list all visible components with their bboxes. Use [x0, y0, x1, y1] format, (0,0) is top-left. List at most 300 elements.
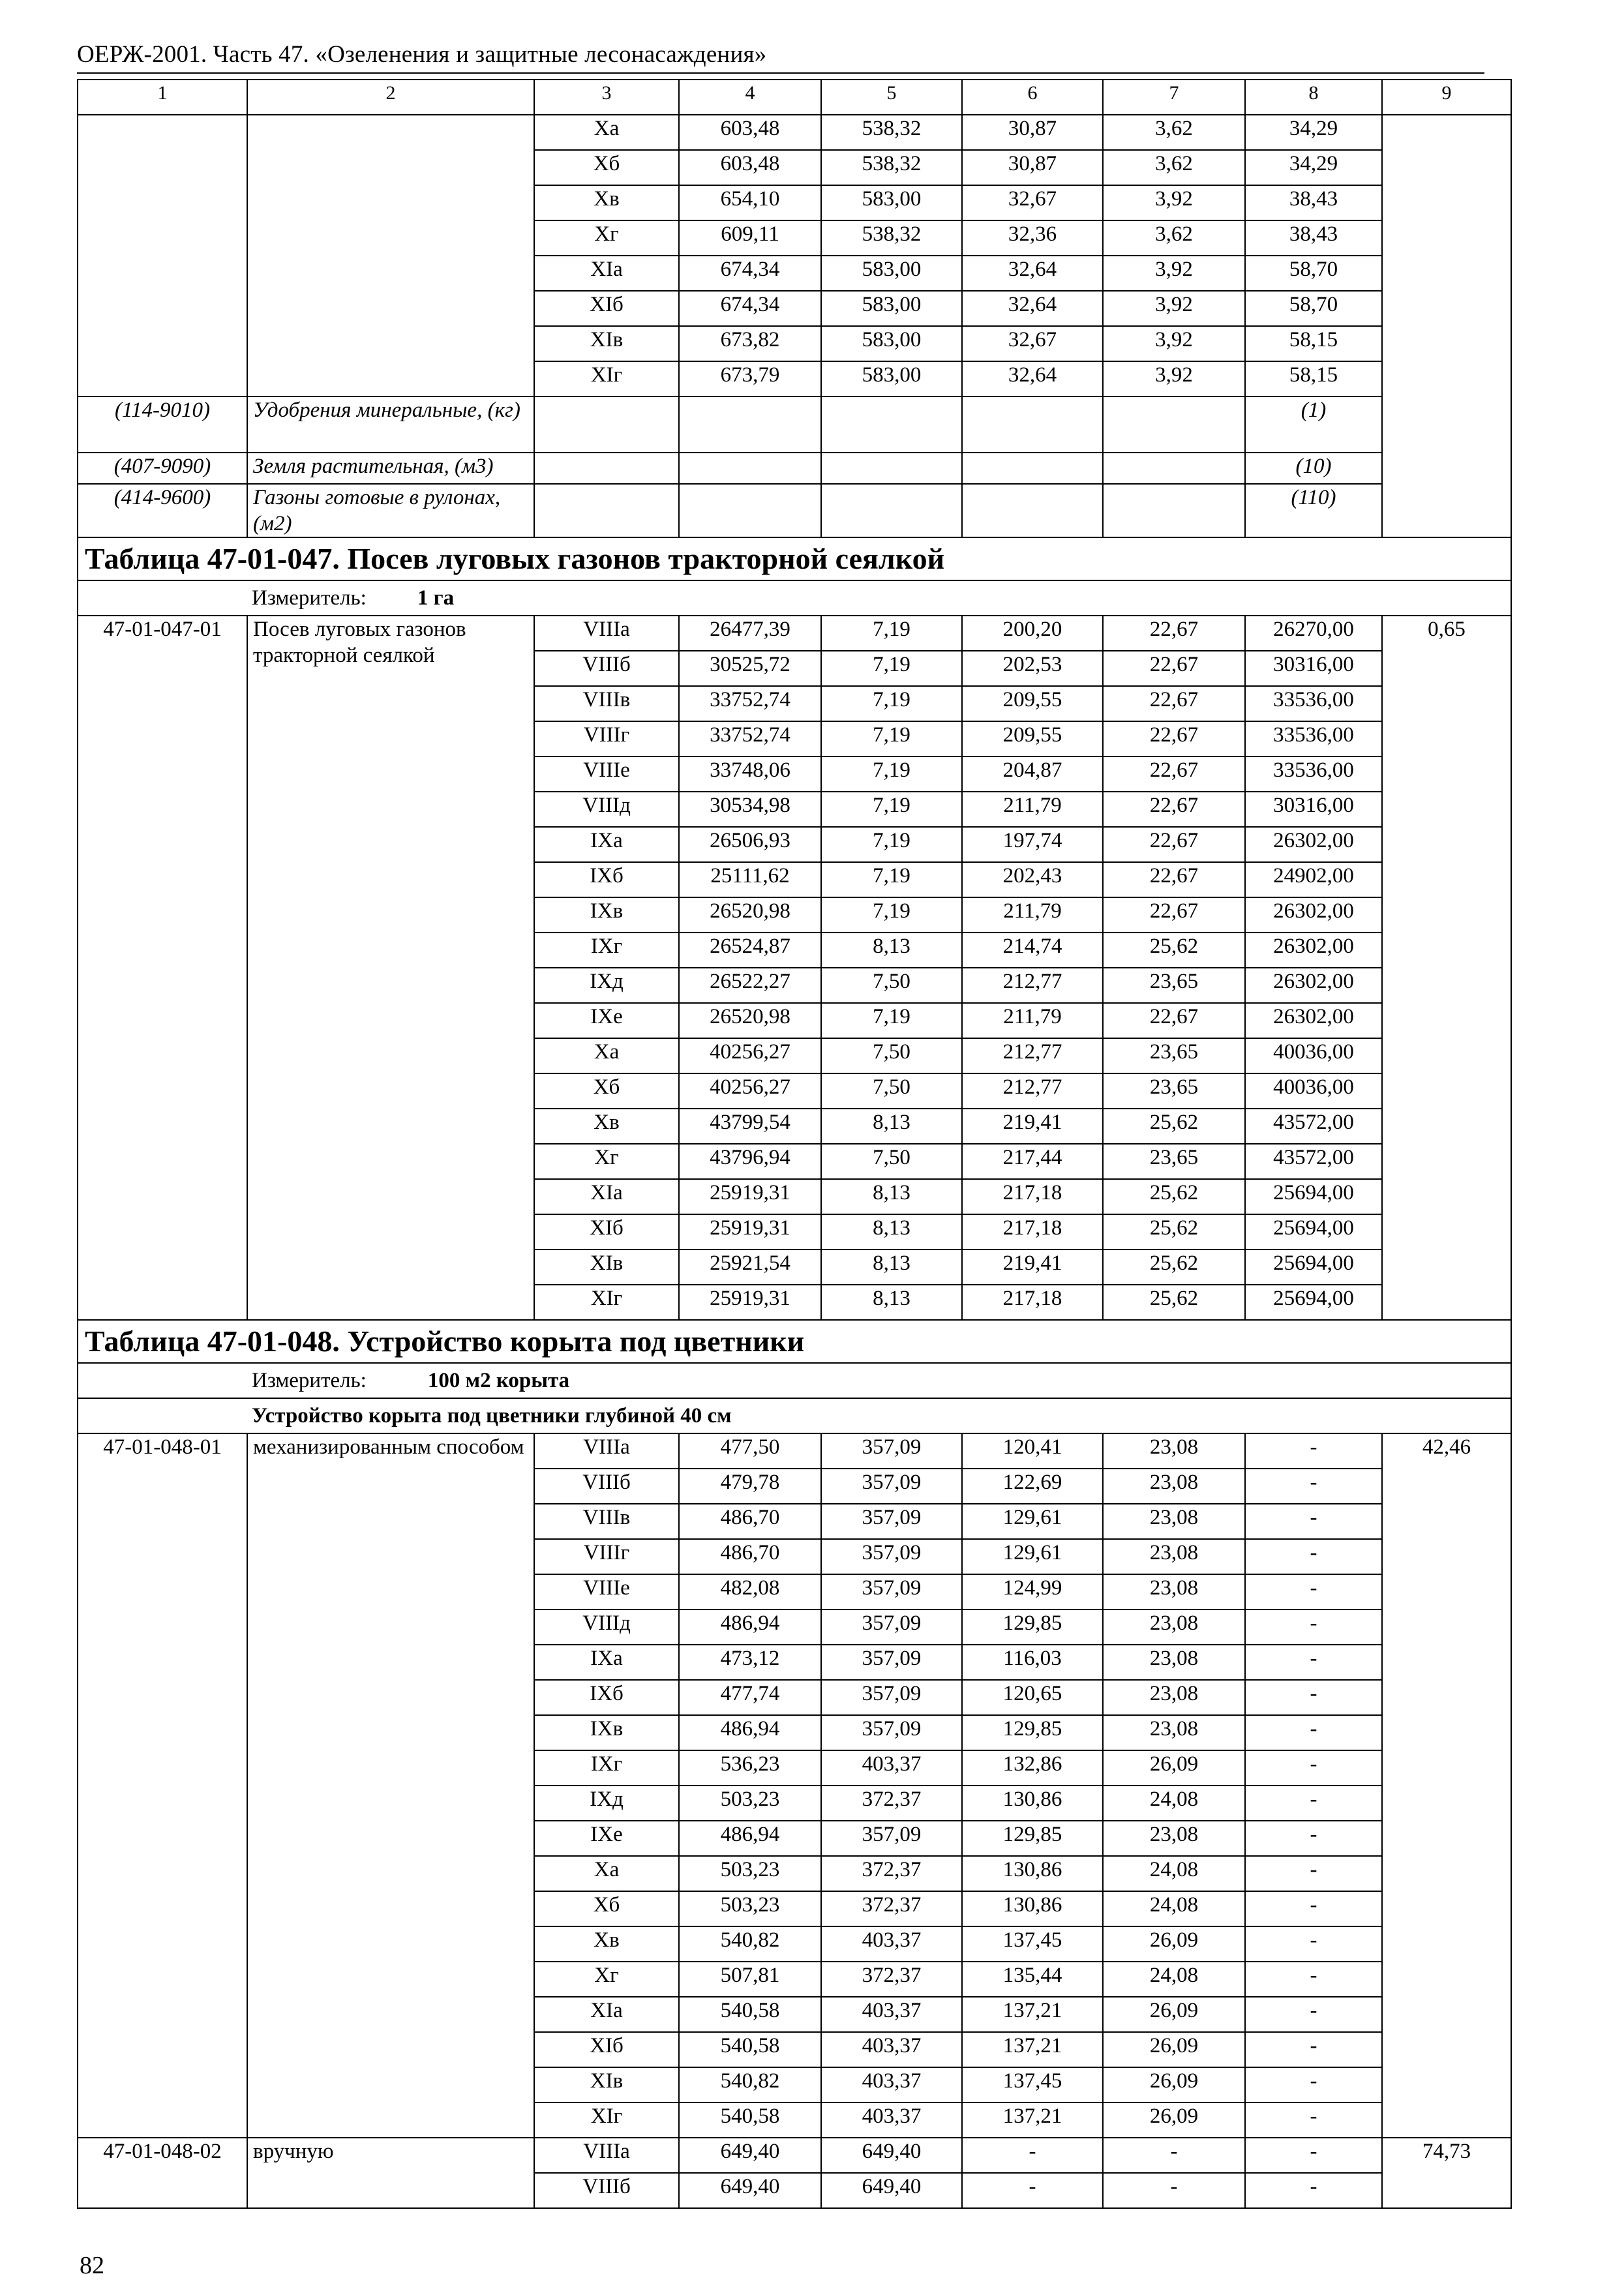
col4-cell: 25919,31 [679, 1179, 821, 1214]
col8-cell: 58,70 [1245, 256, 1382, 291]
unit-row [78, 1363, 1511, 1398]
empty-cell [821, 484, 962, 537]
col8-cell: 26302,00 [1245, 933, 1382, 968]
col6-cell: 129,61 [962, 1504, 1103, 1539]
col6-cell: 129,61 [962, 1539, 1103, 1574]
col6-cell: 130,86 [962, 1856, 1103, 1891]
col8-cell: 34,29 [1245, 115, 1382, 150]
col4-cell: 649,40 [679, 2173, 821, 2208]
col4-cell: 25919,31 [679, 1214, 821, 1249]
code-cell [78, 115, 247, 396]
col7-cell: 26,09 [1103, 2102, 1245, 2138]
col5-cell: 7,19 [821, 651, 962, 686]
col7-cell: 3,62 [1103, 220, 1245, 256]
col6-cell: 130,86 [962, 1786, 1103, 1821]
zone-cell: Xв [534, 185, 679, 220]
col4-cell: 540,58 [679, 2032, 821, 2067]
col4-cell: 40256,27 [679, 1073, 821, 1109]
zone-cell: IXв [534, 897, 679, 933]
empty-cell [534, 396, 679, 453]
col6-cell: 200,20 [962, 616, 1103, 651]
col9-cell: 0,65 [1382, 616, 1511, 1320]
col4-cell: 43796,94 [679, 1144, 821, 1179]
col6-cell: - [962, 2138, 1103, 2173]
col5-cell: 583,00 [821, 291, 962, 326]
col4-cell: 503,23 [679, 1891, 821, 1926]
col5-cell: 8,13 [821, 933, 962, 968]
col5-cell: 357,09 [821, 1469, 962, 1504]
empty-cell [1103, 453, 1245, 484]
zone-cell: VIIIг [534, 721, 679, 756]
zone-cell: XIб [534, 2032, 679, 2067]
col4-cell: 30534,98 [679, 792, 821, 827]
col6-cell: 202,43 [962, 862, 1103, 897]
col4-cell: 486,70 [679, 1539, 821, 1574]
col7-cell: 22,67 [1103, 721, 1245, 756]
col5-cell: 7,19 [821, 862, 962, 897]
zone-cell: XIа [534, 256, 679, 291]
empty-cell [962, 484, 1103, 537]
zone-cell: VIIIа [534, 1433, 679, 1469]
col6-cell: 197,74 [962, 827, 1103, 862]
col6-cell: 32,36 [962, 220, 1103, 256]
col8-cell: - [1245, 1469, 1382, 1504]
col8-cell: 38,43 [1245, 185, 1382, 220]
zone-cell: VIIIд [534, 792, 679, 827]
empty-cell [534, 453, 679, 484]
col4-cell: 26506,93 [679, 827, 821, 862]
name-cell: механизированным способом [247, 1433, 534, 2138]
col8-cell: - [1245, 2102, 1382, 2138]
col4-cell: 540,58 [679, 2102, 821, 2138]
zone-cell: IXе [534, 1821, 679, 1856]
col4-cell: 33748,06 [679, 756, 821, 792]
col6-cell: 212,77 [962, 1073, 1103, 1109]
column-number: 8 [1245, 80, 1382, 115]
col6-cell: 202,53 [962, 651, 1103, 686]
material-name: Удобрения минеральные, (кг) [247, 396, 534, 453]
unit-value: 100 м2 корыта [427, 1369, 570, 1392]
empty-cell [1103, 396, 1245, 453]
empty-cell [679, 484, 821, 537]
zone-cell: VIIIв [534, 1504, 679, 1539]
column-number: 5 [821, 80, 962, 115]
col7-cell: 23,08 [1103, 1645, 1245, 1680]
col8-cell: - [1245, 1962, 1382, 1997]
col4-cell: 507,81 [679, 1962, 821, 1997]
col7-cell: 25,62 [1103, 933, 1245, 968]
col7-cell: 23,08 [1103, 1609, 1245, 1645]
col4-cell: 479,78 [679, 1469, 821, 1504]
col6-cell: 217,18 [962, 1285, 1103, 1320]
zone-cell: Xг [534, 220, 679, 256]
col4-cell: 540,82 [679, 2067, 821, 2102]
col4-cell: 26520,98 [679, 1003, 821, 1038]
col5-cell: 583,00 [821, 326, 962, 361]
col7-cell: 26,09 [1103, 1997, 1245, 2032]
zone-cell: IXг [534, 1750, 679, 1786]
col7-cell: 22,67 [1103, 616, 1245, 651]
unit-value: 1 га [417, 586, 455, 610]
col4-cell: 486,94 [679, 1715, 821, 1750]
col7-cell: 25,62 [1103, 1249, 1245, 1285]
zone-cell: XIб [534, 1214, 679, 1249]
col4-cell: 30525,72 [679, 651, 821, 686]
col8-cell: 25694,00 [1245, 1249, 1382, 1285]
col9-cell: 42,46 [1382, 1433, 1511, 2138]
col4-cell: 486,70 [679, 1504, 821, 1539]
col8-cell: 33536,00 [1245, 686, 1382, 721]
table-row [78, 616, 1511, 651]
subheading-row [78, 1398, 1511, 1433]
col5-cell: 7,19 [821, 721, 962, 756]
col4-cell: 26522,27 [679, 968, 821, 1003]
unit-cell [78, 580, 1511, 616]
col7-cell: 25,62 [1103, 1179, 1245, 1214]
col6-cell: 129,85 [962, 1715, 1103, 1750]
column-number: 9 [1382, 80, 1511, 115]
empty-cell [679, 453, 821, 484]
table-row [78, 2138, 1511, 2173]
col7-cell: 23,08 [1103, 1821, 1245, 1856]
col5-cell: 372,37 [821, 1786, 962, 1821]
header-rule [77, 72, 1484, 74]
col5-cell: 8,13 [821, 1249, 962, 1285]
zone-cell: XIв [534, 326, 679, 361]
col4-cell: 674,34 [679, 291, 821, 326]
unit-cell [78, 1363, 1511, 1398]
page-number: 82 [80, 2252, 104, 2279]
zone-cell: VIIIд [534, 1609, 679, 1645]
column-number: 1 [78, 80, 247, 115]
zone-cell: Xв [534, 1109, 679, 1144]
col8-cell: - [1245, 1750, 1382, 1786]
zone-cell: XIб [534, 291, 679, 326]
zone-cell: IXв [534, 1715, 679, 1750]
col6-cell: 209,55 [962, 686, 1103, 721]
col5-cell: 583,00 [821, 361, 962, 396]
col5-cell: 649,40 [821, 2138, 962, 2173]
col5-cell: 583,00 [821, 256, 962, 291]
empty-cell [962, 396, 1103, 453]
col4-cell: 654,10 [679, 185, 821, 220]
col7-cell: - [1103, 2173, 1245, 2208]
col4-cell: 482,08 [679, 1574, 821, 1609]
col4-cell: 26477,39 [679, 616, 821, 651]
col8-cell: - [1245, 1609, 1382, 1645]
col4-cell: 40256,27 [679, 1038, 821, 1073]
col6-cell: 219,41 [962, 1249, 1103, 1285]
col6-cell: 129,85 [962, 1821, 1103, 1856]
column-number: 3 [534, 80, 679, 115]
table-title: Таблица 47-01-047. Посев луговых газонов тракторной сеялкой [78, 537, 1511, 580]
col8-cell: 26302,00 [1245, 1003, 1382, 1038]
col5-cell: 7,19 [821, 827, 962, 862]
col6-cell: 212,77 [962, 968, 1103, 1003]
col8-cell: 40036,00 [1245, 1073, 1382, 1109]
column-number: 7 [1103, 80, 1245, 115]
col5-cell: 403,37 [821, 2067, 962, 2102]
col6-cell: 32,67 [962, 326, 1103, 361]
col4-cell: 25919,31 [679, 1285, 821, 1320]
col8-cell: 26302,00 [1245, 897, 1382, 933]
col6-cell: 211,79 [962, 1003, 1103, 1038]
col8-cell: - [1245, 1433, 1382, 1469]
col5-cell: 7,19 [821, 756, 962, 792]
col9-cell: 74,73 [1382, 2138, 1511, 2208]
col8-cell: 40036,00 [1245, 1038, 1382, 1073]
zone-cell: XIг [534, 361, 679, 396]
col5-cell: 538,32 [821, 150, 962, 185]
col5-cell: 7,19 [821, 686, 962, 721]
zone-cell: IXб [534, 862, 679, 897]
material-value: (10) [1245, 453, 1382, 484]
col8-cell: - [1245, 1504, 1382, 1539]
col5-cell: 403,37 [821, 2102, 962, 2138]
zone-cell: IXа [534, 1645, 679, 1680]
col4-cell: 33752,74 [679, 686, 821, 721]
col8-cell: 24902,00 [1245, 862, 1382, 897]
empty-cell [821, 396, 962, 453]
subheading-cell [78, 1398, 1511, 1433]
col8-cell: - [1245, 2173, 1382, 2208]
col6-cell: 137,21 [962, 2032, 1103, 2067]
col7-cell: 23,08 [1103, 1539, 1245, 1574]
col8-cell: 34,29 [1245, 150, 1382, 185]
col5-cell: 357,09 [821, 1539, 962, 1574]
col5-cell: 7,50 [821, 1073, 962, 1109]
col7-cell: 22,67 [1103, 827, 1245, 862]
zone-cell: IXа [534, 827, 679, 862]
col5-cell: 583,00 [821, 185, 962, 220]
col6-cell: 122,69 [962, 1469, 1103, 1504]
col9-cell [1382, 115, 1511, 537]
col7-cell: 24,08 [1103, 1856, 1245, 1891]
material-value: (110) [1245, 484, 1382, 537]
col5-cell: 357,09 [821, 1715, 962, 1750]
table-title-row [78, 537, 1511, 580]
col8-cell: - [1245, 1715, 1382, 1750]
col8-cell: - [1245, 1997, 1382, 2032]
zone-cell: VIIIе [534, 1574, 679, 1609]
zone-cell: Xа [534, 115, 679, 150]
col5-cell: 357,09 [821, 1574, 962, 1609]
zone-cell: IXд [534, 968, 679, 1003]
unit-label: Измеритель: [252, 1369, 367, 1392]
col8-cell: - [1245, 1645, 1382, 1680]
subheading: Устройство корыта под цветники глубиной 40 см [252, 1404, 732, 1428]
empty-cell [821, 453, 962, 484]
col8-cell: - [1245, 1821, 1382, 1856]
col6-cell: 135,44 [962, 1962, 1103, 1997]
col5-cell: 8,13 [821, 1285, 962, 1320]
col5-cell: 357,09 [821, 1645, 962, 1680]
col7-cell: 3,92 [1103, 291, 1245, 326]
material-code: (414-9600) [78, 484, 247, 537]
col7-cell: 23,08 [1103, 1504, 1245, 1539]
col7-cell: 23,08 [1103, 1715, 1245, 1750]
col6-cell: 137,45 [962, 1926, 1103, 1962]
table-title-row [78, 1320, 1511, 1363]
col7-cell: 23,08 [1103, 1574, 1245, 1609]
col7-cell: 22,67 [1103, 792, 1245, 827]
col4-cell: 603,48 [679, 115, 821, 150]
col4-cell: 26524,87 [679, 933, 821, 968]
empty-cell [962, 453, 1103, 484]
col6-cell: 212,77 [962, 1038, 1103, 1073]
col5-cell: 357,09 [821, 1609, 962, 1645]
col5-cell: 8,13 [821, 1179, 962, 1214]
material-row [78, 453, 1511, 484]
col5-cell: 7,19 [821, 616, 962, 651]
col7-cell: 25,62 [1103, 1109, 1245, 1144]
col4-cell: 477,50 [679, 1433, 821, 1469]
col7-cell: 3,92 [1103, 326, 1245, 361]
zone-cell: Xв [534, 1926, 679, 1962]
col7-cell: 22,67 [1103, 686, 1245, 721]
col5-cell: 357,09 [821, 1504, 962, 1539]
zone-cell: VIIIб [534, 1469, 679, 1504]
col6-cell: 120,41 [962, 1433, 1103, 1469]
page-header: ОЕРЖ-2001. Часть 47. «Озеленения и защитные лесонасаждения» [77, 41, 767, 68]
col6-cell: 211,79 [962, 897, 1103, 933]
zone-cell: IXг [534, 933, 679, 968]
col6-cell: 219,41 [962, 1109, 1103, 1144]
col7-cell: 22,67 [1103, 651, 1245, 686]
col6-cell: 129,85 [962, 1609, 1103, 1645]
col7-cell: 26,09 [1103, 2032, 1245, 2067]
col4-cell: 536,23 [679, 1750, 821, 1786]
col5-cell: 372,37 [821, 1856, 962, 1891]
col5-cell: 403,37 [821, 1750, 962, 1786]
col8-cell: - [1245, 1574, 1382, 1609]
col6-cell: 214,74 [962, 933, 1103, 968]
col4-cell: 25111,62 [679, 862, 821, 897]
col4-cell: 25921,54 [679, 1249, 821, 1285]
zone-cell: IXб [534, 1680, 679, 1715]
col5-cell: 403,37 [821, 1926, 962, 1962]
zone-cell: IXе [534, 1003, 679, 1038]
col7-cell: 23,08 [1103, 1433, 1245, 1469]
col7-cell: 26,09 [1103, 2067, 1245, 2102]
col6-cell: 124,99 [962, 1574, 1103, 1609]
column-number: 4 [679, 80, 821, 115]
col5-cell: 8,13 [821, 1214, 962, 1249]
col4-cell: 26520,98 [679, 897, 821, 933]
zone-cell: Xа [534, 1038, 679, 1073]
col8-cell: - [1245, 1680, 1382, 1715]
col7-cell: 3,92 [1103, 185, 1245, 220]
zone-cell: VIIIб [534, 2173, 679, 2208]
zone-cell: Xг [534, 1962, 679, 1997]
col7-cell: 24,08 [1103, 1891, 1245, 1926]
col6-cell: 30,87 [962, 115, 1103, 150]
col5-cell: 7,50 [821, 1038, 962, 1073]
col6-cell: 137,21 [962, 2102, 1103, 2138]
col7-cell: 22,67 [1103, 1003, 1245, 1038]
zone-cell: XIг [534, 1285, 679, 1320]
zone-cell: IXд [534, 1786, 679, 1821]
zone-cell: Xб [534, 150, 679, 185]
col5-cell: 7,50 [821, 968, 962, 1003]
col5-cell: 7,19 [821, 897, 962, 933]
col8-cell: 43572,00 [1245, 1144, 1382, 1179]
col8-cell: 26302,00 [1245, 968, 1382, 1003]
col7-cell: 26,09 [1103, 1926, 1245, 1962]
zone-cell: XIа [534, 1997, 679, 2032]
col7-cell: 22,67 [1103, 756, 1245, 792]
col8-cell: 26302,00 [1245, 827, 1382, 862]
col8-cell: 26270,00 [1245, 616, 1382, 651]
table-row [78, 115, 1511, 150]
zone-cell: Xб [534, 1891, 679, 1926]
col6-cell: 217,44 [962, 1144, 1103, 1179]
zone-cell: XIв [534, 1249, 679, 1285]
col7-cell: 22,67 [1103, 862, 1245, 897]
col5-cell: 538,32 [821, 115, 962, 150]
col8-cell: 58,15 [1245, 361, 1382, 396]
col8-cell: 30316,00 [1245, 792, 1382, 827]
col8-cell: - [1245, 2067, 1382, 2102]
col5-cell: 357,09 [821, 1680, 962, 1715]
col6-cell: 32,64 [962, 256, 1103, 291]
col7-cell: 26,09 [1103, 1750, 1245, 1786]
material-name: Газоны готовые в рулонах, (м2) [247, 484, 534, 537]
col7-cell: 23,65 [1103, 1038, 1245, 1073]
col8-cell: - [1245, 1926, 1382, 1962]
col6-cell: 130,86 [962, 1891, 1103, 1926]
col7-cell: 24,08 [1103, 1786, 1245, 1821]
col8-cell: 33536,00 [1245, 721, 1382, 756]
col5-cell: 403,37 [821, 1997, 962, 2032]
col5-cell: 357,09 [821, 1821, 962, 1856]
zone-cell: XIг [534, 2102, 679, 2138]
col7-cell: 23,65 [1103, 1144, 1245, 1179]
zone-cell: VIIIа [534, 616, 679, 651]
zone-cell: VIIIе [534, 756, 679, 792]
col4-cell: 503,23 [679, 1786, 821, 1821]
zone-cell: XIв [534, 2067, 679, 2102]
col4-cell: 540,82 [679, 1926, 821, 1962]
col6-cell: 30,87 [962, 150, 1103, 185]
zone-cell: XIа [534, 1179, 679, 1214]
col5-cell: 7,19 [821, 1003, 962, 1038]
empty-cell [679, 396, 821, 453]
rates-table [77, 79, 1512, 2209]
col7-cell: 22,67 [1103, 897, 1245, 933]
col6-cell: 217,18 [962, 1179, 1103, 1214]
col6-cell: 211,79 [962, 792, 1103, 827]
name-cell: Посев луговых газонов тракторной сеялкой [247, 616, 534, 1320]
col7-cell: 23,65 [1103, 968, 1245, 1003]
col4-cell: 603,48 [679, 150, 821, 185]
col6-cell: 209,55 [962, 721, 1103, 756]
col5-cell: 372,37 [821, 1962, 962, 1997]
column-number-row [78, 80, 1511, 115]
col4-cell: 43799,54 [679, 1109, 821, 1144]
col4-cell: 673,82 [679, 326, 821, 361]
col7-cell: 23,08 [1103, 1680, 1245, 1715]
col7-cell: 23,65 [1103, 1073, 1245, 1109]
col6-cell: 116,03 [962, 1645, 1103, 1680]
col8-cell: - [1245, 1786, 1382, 1821]
zone-cell: VIIIб [534, 651, 679, 686]
col7-cell: 23,08 [1103, 1469, 1245, 1504]
col4-cell: 33752,74 [679, 721, 821, 756]
col8-cell: - [1245, 1891, 1382, 1926]
col8-cell: - [1245, 2138, 1382, 2173]
column-number: 6 [962, 80, 1103, 115]
